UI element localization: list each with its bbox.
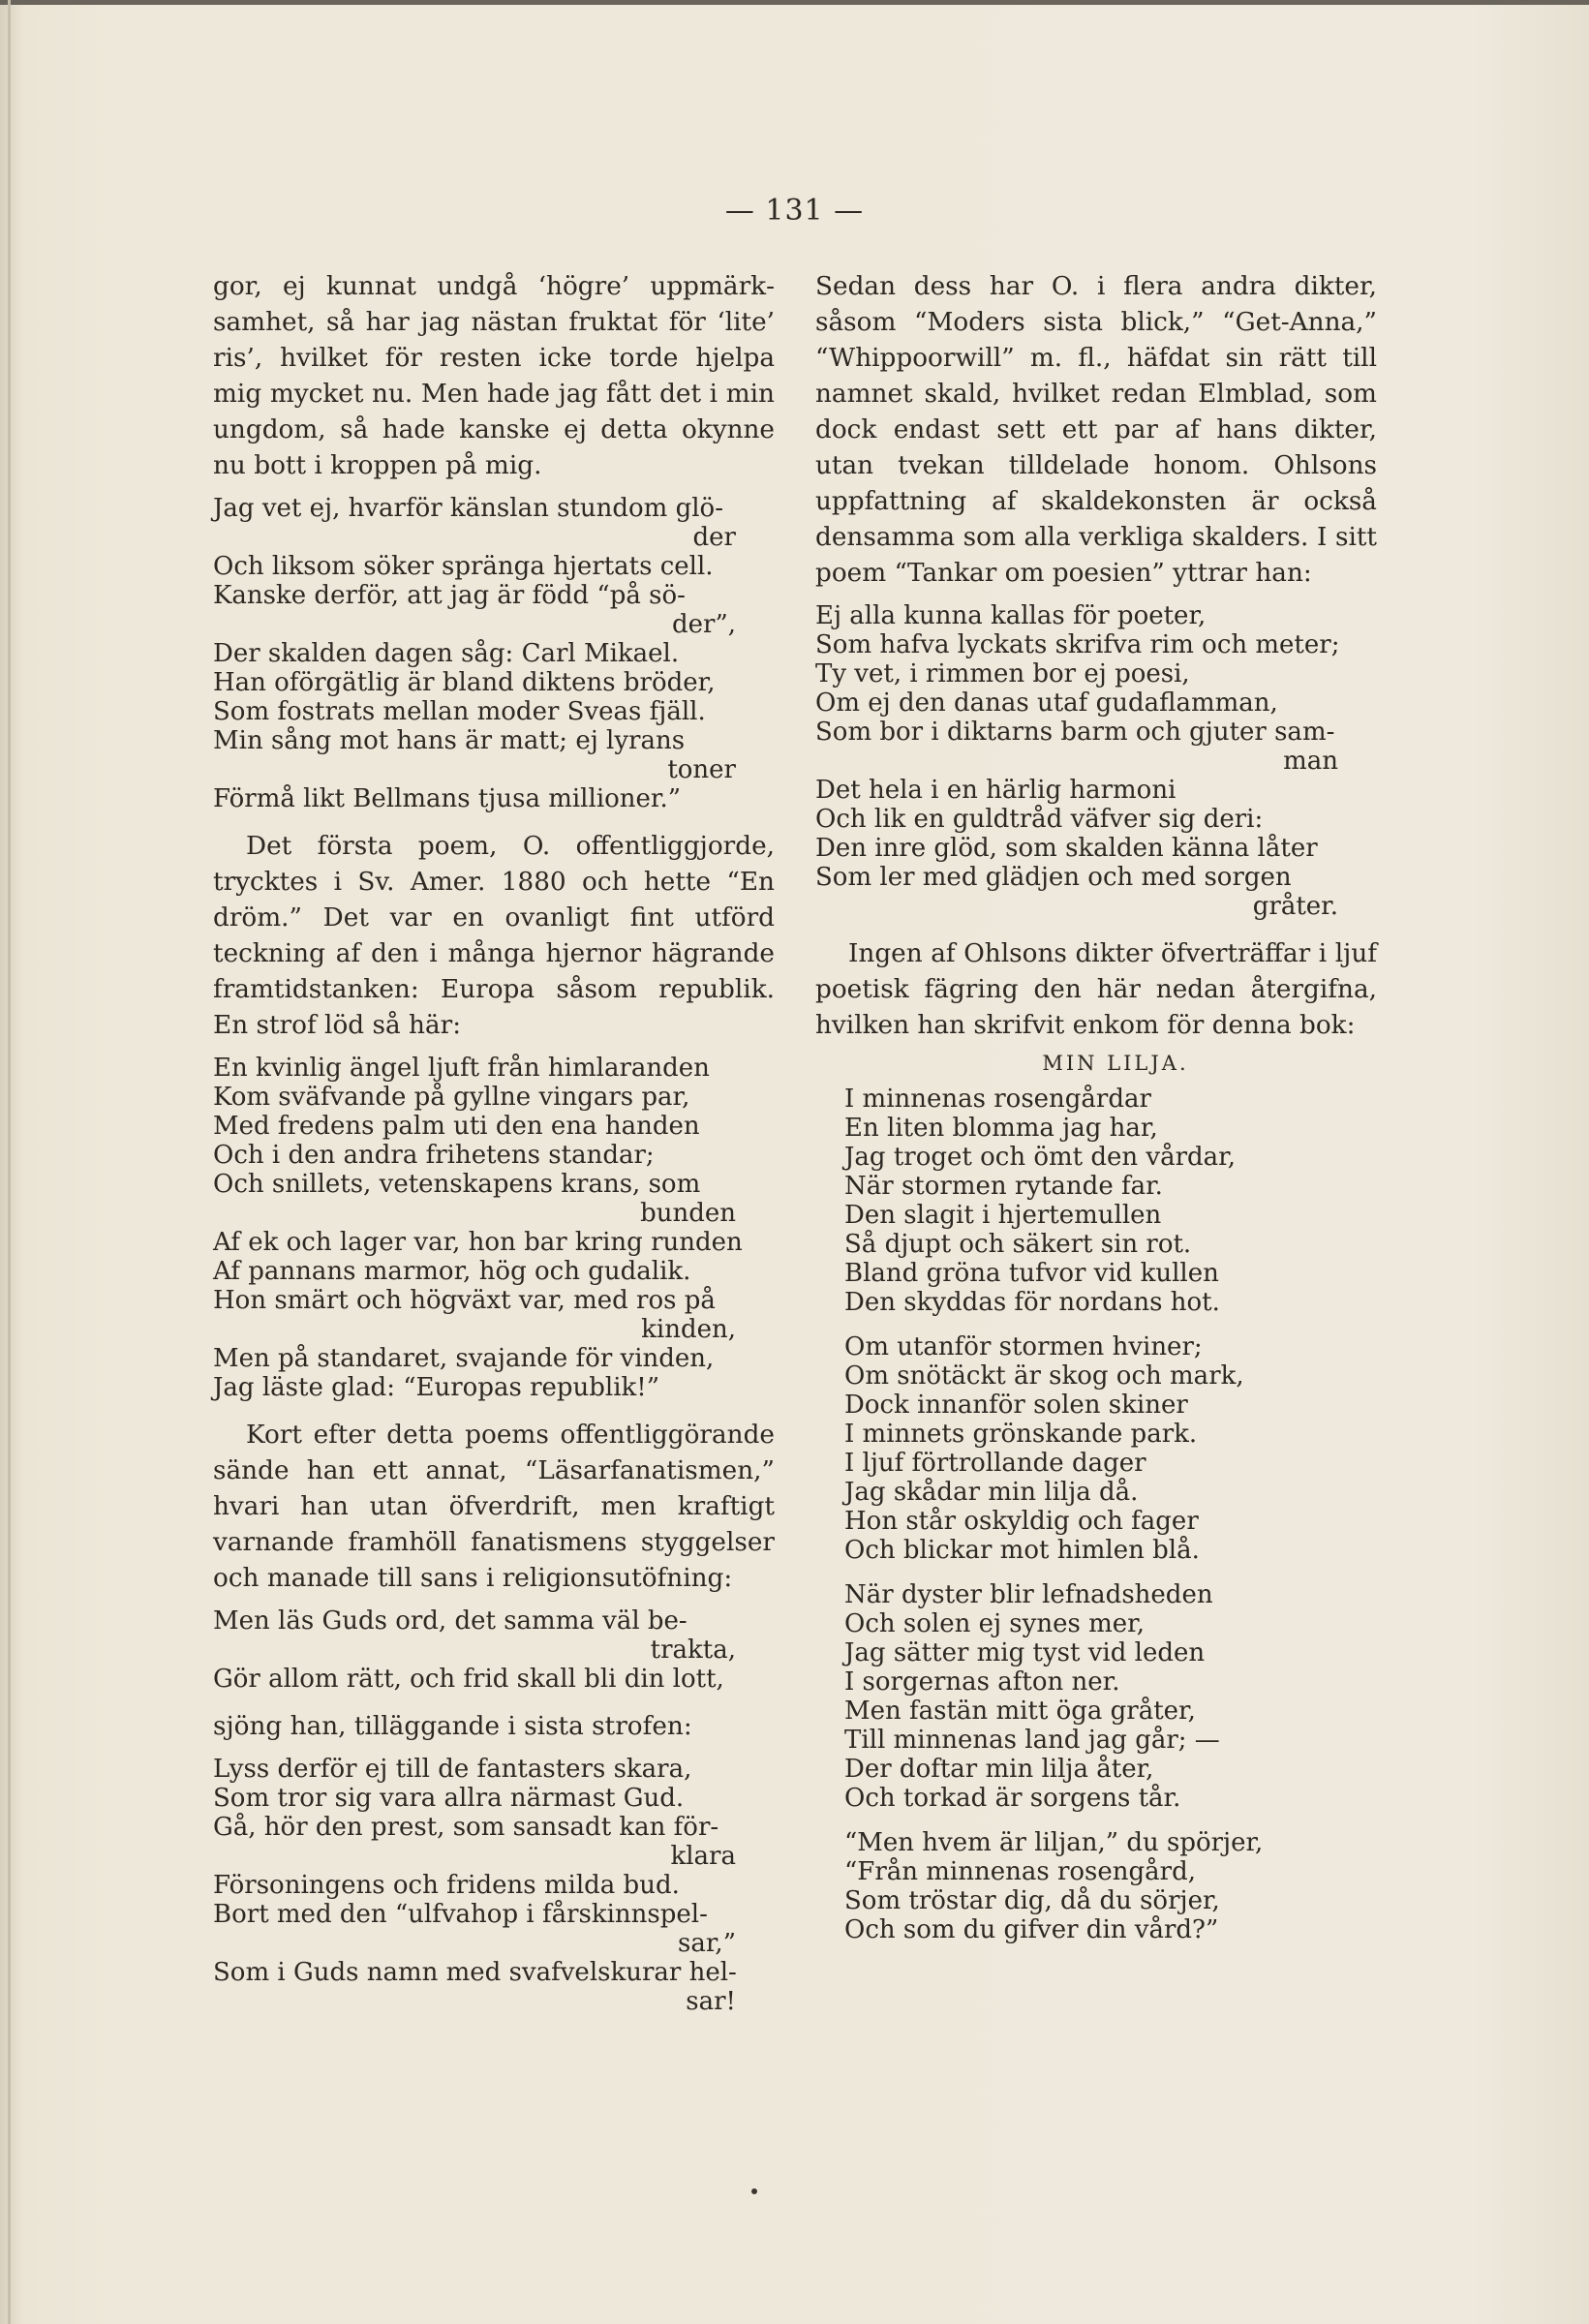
page-binding-edge <box>8 0 11 2324</box>
poem-line: I minnets grönskande park. <box>844 1420 1198 1449</box>
poem-line: Af ek och lager var, hon bar kring runden <box>213 1228 743 1257</box>
poem-line: Ty vet, i rimmen bor ej poesi, <box>815 659 1190 688</box>
poem-line: gråter. <box>1252 892 1338 921</box>
poem-excerpt-en-drom <box>213 1054 775 1402</box>
poem-line: Han oförgätlig är bland diktens bröder, <box>213 668 716 697</box>
poem-line: Som hafva lyckats skrifva rim och meter; <box>815 630 1340 659</box>
poem-line: Och liksom söker spränga hjertats cell. <box>213 552 714 581</box>
poem-excerpt-last-stanza <box>213 1755 775 2016</box>
poem-stanza <box>844 1828 1377 1944</box>
poem-line: Jag troget och ömt den vårdar, <box>844 1143 1236 1172</box>
poem-line: Kanske derför, att jag är född “på sö- <box>213 581 686 610</box>
paragraph: sjöng han, tilläggande i sista strofen: <box>213 1712 692 1741</box>
poem-line: Kom sväfvande på gyllne vingars par, <box>213 1083 690 1112</box>
poem-line: Hon står oskyldig och fager <box>844 1507 1199 1536</box>
poem-line: Förmå likt Bellmans tjusa millioner.” <box>213 784 682 813</box>
poem-line: Som tror sig vara allra närmast Gud. <box>213 1784 685 1813</box>
poem-line: Och torkad är sorgens tår. <box>844 1784 1181 1813</box>
poem-line: Så djupt och säkert sin rot. <box>844 1230 1192 1259</box>
poem-line: Till minnenas land jag går; — <box>844 1726 1220 1755</box>
poem-line: Som fostrats mellan moder Sveas fjäll. <box>213 697 706 726</box>
poem-line: En kvinlig ängel ljuft från himlaranden <box>213 1054 710 1083</box>
poem-line: Den skyddas för nordans hot. <box>844 1288 1220 1317</box>
poem-line: “Från minnenas rosengård, <box>844 1857 1197 1886</box>
left-column <box>213 269 775 2032</box>
poem-line: Som ler med glädjen och med sorgen <box>815 863 1292 892</box>
paragraph: Kort efter detta poems offentliggörande sände han ett annat, “Läsarfanatismen,” hvari han utan öfverdrift, men kraftigt varnande framhöll fanatismens styggelser och manade till sans i religionsutöfning: <box>213 1421 775 1593</box>
poem-line: Om utanför stormen hviner; <box>844 1332 1203 1361</box>
poem-line: man <box>1283 747 1338 776</box>
poem-stanza <box>844 1580 1377 1813</box>
poem-line: sar,” <box>678 1929 736 1958</box>
poem-line: Som bor i diktarns barm och gjuter sam- <box>815 718 1335 747</box>
poem-line: sar! <box>686 1987 736 2016</box>
poem-line: Och som du gifver din vård?” <box>844 1915 1219 1944</box>
poem-excerpt-tankar-om-poesien <box>815 601 1377 921</box>
poem-line: klara <box>670 1842 736 1871</box>
poem-line: Om ej den danas utaf gudaflamman, <box>815 688 1278 718</box>
poem-line: Der doftar min lilja åter, <box>844 1755 1154 1784</box>
poem-line: Min sång mot hans är matt; ej lyrans <box>213 726 686 755</box>
poem-line: Men på standaret, svajande för vinden, <box>213 1344 715 1373</box>
poem-line: Jag skådar min lilja då. <box>844 1478 1139 1507</box>
poem-line: Der skalden dagen såg: Carl Mikael. <box>213 639 680 668</box>
poem-line: der <box>692 523 736 552</box>
poem-line: Bland gröna tufvor vid kullen <box>844 1259 1219 1288</box>
poem-title: MIN LILJA. <box>1042 1052 1189 1075</box>
poem-stanza <box>844 1085 1377 1317</box>
poem-line: toner <box>667 755 736 784</box>
poem-line: En liten blomma jag har, <box>844 1114 1158 1143</box>
poem-line: Och snillets, vetenskapens krans, som <box>213 1170 701 1199</box>
poem-line: Gå, hör den prest, som sansadt kan för- <box>213 1813 719 1842</box>
poem-line: bunden <box>640 1199 736 1228</box>
poem-line: Den inre glöd, som skalden känna låter <box>815 834 1318 863</box>
poem-line: Gör allom rätt, och frid skall bli din lott, <box>213 1665 724 1694</box>
paragraph: Sedan dess har O. i flera andra dikter, såsom “Moders sista blick,” “Get-Anna,” “Whippoorwill” m. fl., häfdat sin rätt till namnet skald, hvilket redan Elmblad, som dock endast sett ett par af hans dikter, utan tvekan tilldelade honom. Ohlsons uppfattning af skaldekonsten är också densamma som alla verkliga skalders. I sitt poem “Tankar om poesien” yttrar han: <box>815 272 1377 588</box>
poem-line: Jag sätter mig tyst vid leden <box>844 1638 1206 1667</box>
poem-line: När stormen rytande far. <box>844 1172 1163 1201</box>
poem-line: der”, <box>671 610 736 639</box>
poem-line: Och lik en guldtråd väfver sig deri: <box>815 805 1264 834</box>
poem-line: I minnenas rosengårdar <box>844 1085 1151 1114</box>
paragraph: Det första poem, O. offentliggjorde, trycktes i Sv. Amer. 1880 och hette “En dröm.” Det var en ovanligt fint utförd teckning af den i många hjernor hägrande framtidstanken: Europa såsom republik. En strof löd så här: <box>213 832 775 1040</box>
poem-line: Hon smärt och högväxt var, med ros på <box>213 1286 716 1315</box>
poem-line: Jag vet ej, hvarför känslan stundom glö- <box>213 494 723 523</box>
poem-line: Den slagit i hjertemullen <box>844 1201 1162 1230</box>
poem-line: Lyss derför ej till de fantasters skara, <box>213 1755 692 1784</box>
poem-line: kinden, <box>641 1315 736 1344</box>
page-top-edge <box>0 0 1589 5</box>
poem-line: Bort med den “ulfvahop i fårskinnspel- <box>213 1900 708 1929</box>
poem-excerpt-lasarfanatismen <box>213 1606 775 1694</box>
paragraph: gor, ej kunnat undgå ‘högre’ uppmärksamhet, så har jag nästan fruktat för ‘lite’ ris’, hvilket för resten icke torde hjelpa mig mycket nu. Men hade jag fått det i min ungdom, så hade kanske ej detta okynne nu bott i kroppen på mig. <box>213 272 775 480</box>
page-dot-mark <box>751 2188 757 2194</box>
poem-line: Och solen ej synes mer, <box>844 1609 1145 1638</box>
poem-line: Det hela i en härlig harmoni <box>815 776 1176 805</box>
poem-line: Af pannans marmor, hög och gudalik. <box>213 1257 691 1286</box>
poem-line: Jag läste glad: “Europas republik!” <box>213 1373 660 1402</box>
poem-excerpt-bellman <box>213 494 775 813</box>
poem-stanza <box>844 1332 1377 1565</box>
paragraph: Ingen af Ohlsons dikter öfverträffar i ljuf poetisk fägring den här nedan återgifna, hvilken han skrifvit enkom för denna bok: <box>815 939 1377 1040</box>
poem-line: Om snötäckt är skog och mark, <box>844 1361 1244 1391</box>
poem-line: Men fastän mitt öga gråter, <box>844 1697 1196 1726</box>
poem-line: I sorgernas afton ner. <box>844 1667 1120 1697</box>
poem-line: Som tröstar dig, då du sörjer, <box>844 1886 1220 1915</box>
poem-line: Som i Guds namn med svafvelskurar hel- <box>213 1958 737 1987</box>
poem-line: Ej alla kunna kallas för poeter, <box>815 601 1207 630</box>
poem-line: Och blickar mot himlen blå. <box>844 1536 1200 1565</box>
poem-line: trakta, <box>650 1636 736 1665</box>
poem-line: I ljuf förtrollande dager <box>844 1449 1146 1478</box>
poem-line: Försoningens och fridens milda bud. <box>213 1871 680 1900</box>
poem-line: Dock innanför solen skiner <box>844 1391 1188 1420</box>
poem-line: Med fredens palm uti den ena handen <box>213 1112 700 1141</box>
right-column <box>815 269 1377 1960</box>
poem-line: Och i den andra frihetens standar; <box>213 1141 655 1170</box>
poem-line: Men läs Guds ord, det samma väl be- <box>213 1606 688 1636</box>
poem-line: När dyster blir lefnadsheden <box>844 1580 1213 1609</box>
poem-line: “Men hvem är liljan,” du spörjer, <box>844 1828 1264 1857</box>
page-number: — 131 — <box>724 194 865 228</box>
